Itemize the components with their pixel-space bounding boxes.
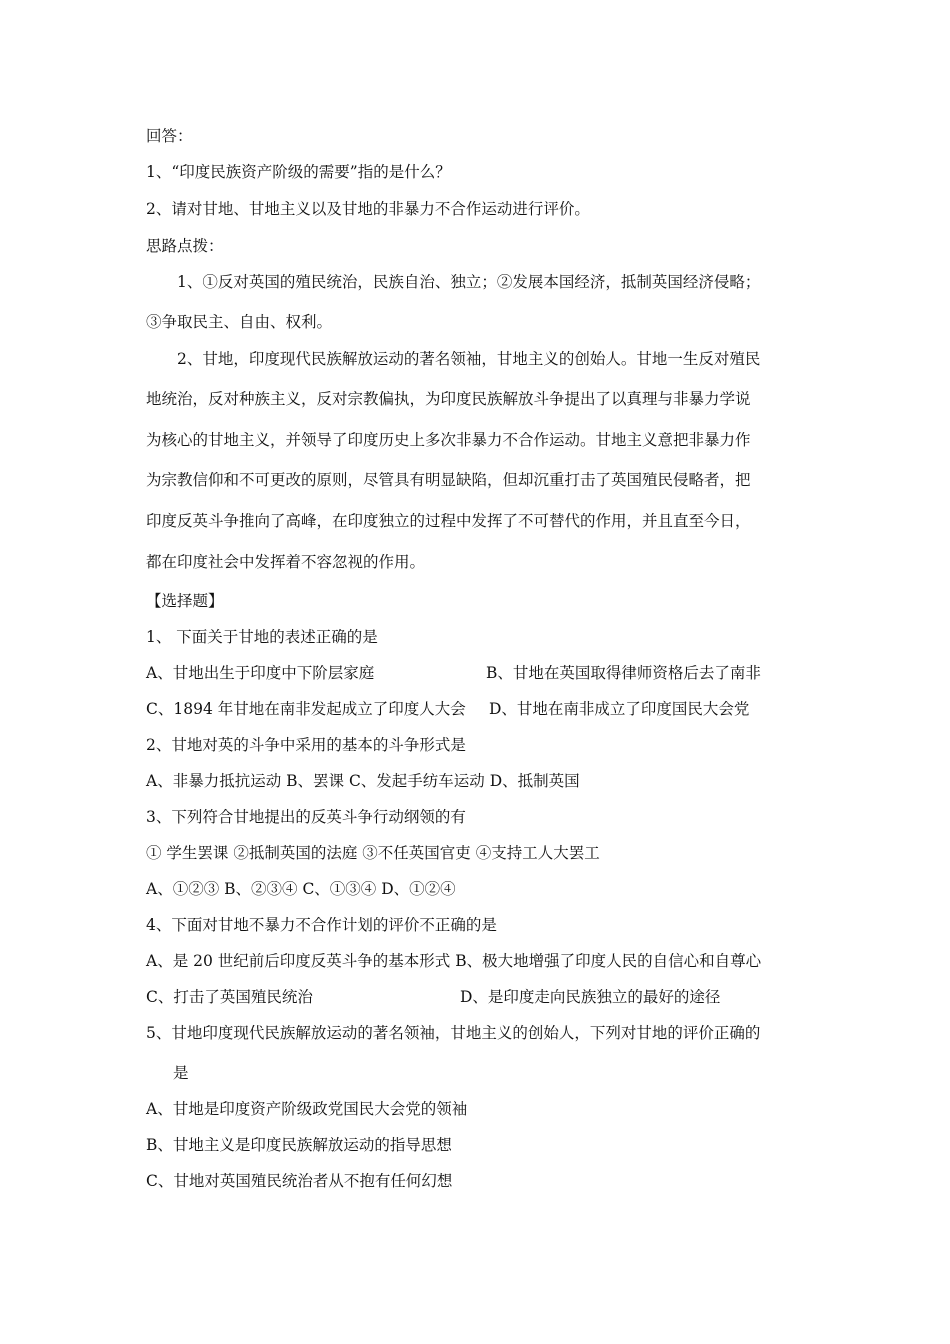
mc-5-option-b: B、甘地主义是印度民族解放运动的指导思想: [146, 1136, 452, 1154]
mc-5-stem-line-2: 是: [173, 1064, 189, 1082]
answer-heading: 回答：: [146, 127, 193, 145]
mc-4-stem: 4、下面对甘地不暴力不合作计划的评价不正确的是: [146, 916, 497, 934]
mc-3-stem: 3、下列符合甘地提出的反英斗争行动纲领的有: [146, 808, 466, 826]
mc-1-option-b: B、甘地在英国取得律师资格后去了南非: [486, 664, 761, 682]
mc-2-stem: 2、甘地对英的斗争中采用的基本的斗争形式是: [146, 736, 466, 754]
mc-1-option-a: A、甘地出生于印度中下阶层家庭: [146, 664, 375, 682]
mc-1-option-c: C、1894 年甘地在南非发起成立了印度人大会: [146, 700, 466, 718]
mc-5-option-c: C、甘地对英国殖民统治者从不抱有任何幻想: [146, 1172, 453, 1190]
hint-2-line-1: 2、甘地，印度现代民族解放运动的著名领袖，甘地主义的创始人。甘地一生反对殖民: [177, 350, 761, 368]
hint-2-line-5: 印度反英斗争推向了高峰，在印度独立的过程中发挥了不可替代的作用，并且直至今日，: [146, 512, 751, 530]
mc-3-options: A、①②③ B、②③④ C、①③④ D、①②④: [146, 880, 456, 898]
question-2: 2、请对甘地、甘地主义以及甘地的非暴力不合作运动进行评价。: [146, 200, 590, 218]
mc-4-options-ab: A、是 20 世纪前后印度反英斗争的基本形式 B、极大地增强了印度人民的自信心和自尊心: [146, 952, 762, 970]
mc-5-stem-line-1: 5、甘地印度现代民族解放运动的著名领袖，甘地主义的创始人，下列对甘地的评价正确的: [146, 1024, 761, 1042]
hint-2-line-6: 都在印度社会中发挥着不容忽视的作用。: [146, 553, 426, 571]
mc-heading: 【选择题】: [146, 592, 224, 610]
mc-2-options: A、非暴力抵抗运动 B、罢课 C、发起手纺车运动 D、抵制英国: [146, 772, 580, 790]
mc-5-option-a: A、甘地是印度资产阶级政党国民大会党的领袖: [146, 1100, 468, 1118]
hint-2-line-4: 为宗教信仰和不可更改的原则，尽管具有明显缺陷，但却沉重打击了英国殖民侵略者，把: [146, 471, 751, 489]
mc-4-option-c: C、打击了英国殖民统治: [146, 988, 313, 1006]
mc-4-option-d: D、是印度走向民族独立的最好的途径: [460, 988, 721, 1006]
mc-1-stem: 1、 下面关于甘地的表述正确的是: [146, 628, 378, 646]
hint-1-line-2: ③争取民主、自由、权利。: [146, 313, 333, 331]
mc-3-items: ① 学生罢课 ②抵制英国的法庭 ③不任英国官吏 ④支持工人大罢工: [146, 844, 600, 862]
hint-2-line-2: 地统治，反对种族主义，反对宗教偏执，为印度民族解放斗争提出了以真理与非暴力学说: [146, 390, 751, 408]
question-1: 1、“印度民族资产阶级的需要”指的是什么？: [146, 163, 451, 181]
mc-1-option-d: D、甘地在南非成立了印度国民大会党: [489, 700, 750, 718]
hint-1-line-1: 1、①反对英国的殖民统治，民族自治、独立；②发展本国经济，抵制英国经济侵略；: [177, 273, 761, 291]
hints-heading: 思路点拨：: [146, 237, 224, 255]
hint-2-line-3: 为核心的甘地主义，并领导了印度历史上多次非暴力不合作运动。甘地主义意把非暴力作: [146, 431, 751, 449]
